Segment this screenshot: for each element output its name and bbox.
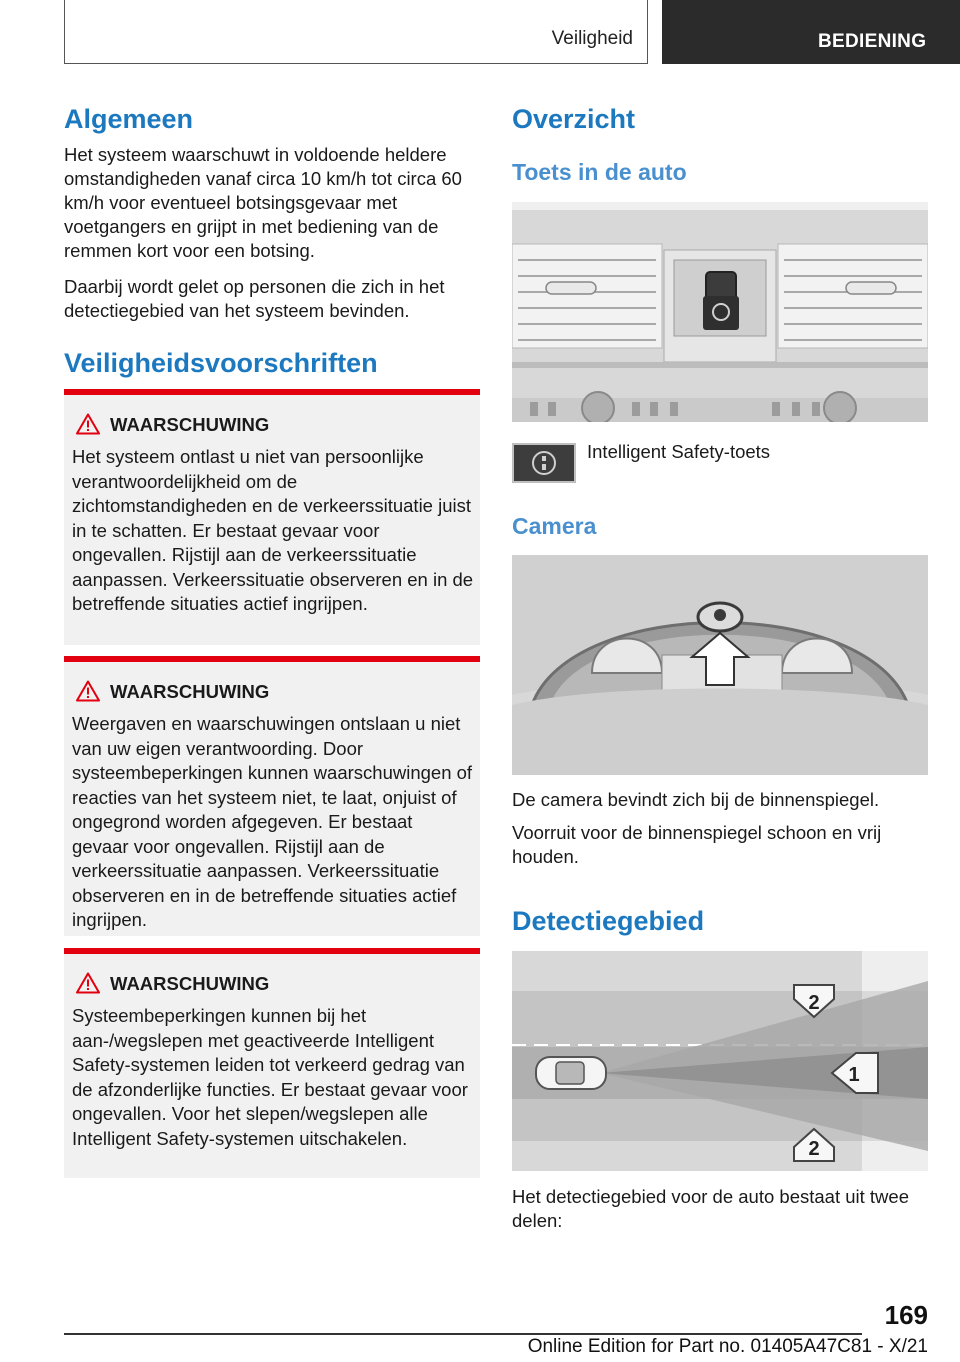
warning-text: Weergaven en waarschuwingen ontslaan u niet van uw eigen verantwoording. Door systeembeperkingen kunnen waarschuwingen of reacties van het systeem niet, te laat, onjuist of ongegrond worden afgegeven. Er bestaat gevaar voor ongevallen. Rijstijl aan de verkeerssituatie aanpassen. Verkeerssituatie observeren en in de betreffende situaties actief ingrijpen. <box>72 713 473 930</box>
edition-note: Online Edition for Part no. 01405A47C81 - X/21 <box>527 1336 928 1357</box>
detection-label-1: 1 <box>848 1064 860 1086</box>
subsection-title-button: Toets in de auto <box>512 159 687 185</box>
warning-text: Systeembeperkingen kunnen bij het aan-/wegslepen met geactiveerde Intelligent Safety-systemen leiden tot verkeerd gedrag van de afzonderlijke functies. Er bestaat gevaar voor ongevallen. Voor het slepen/wegslepen alle Intelligent Safety-systemen uitschakelen. <box>72 1005 468 1149</box>
header-section-label: Veiligheid <box>551 28 633 49</box>
warning-triangle-icon <box>76 413 100 435</box>
warning-title: WAARSCHUWING <box>110 973 270 994</box>
warning-title: WAARSCHUWING <box>110 681 270 702</box>
camera-paragraph-2: Voorruit voor de binnenspiegel schoon en vrij houden. <box>512 822 882 867</box>
page-number: 169 <box>884 1300 928 1330</box>
detection-paragraph-1: Het detectiegebied voor de auto bestaat uit twee delen: <box>512 1186 909 1231</box>
warning-text: Het systeem ontlast u niet van persoonlijke verantwoordelijkheid om de zichtomstandigheden en de verkeerssituatie juist in te schatten. Er bestaat gevaar voor ongevallen. Rijstijl aan de verkeerssituatie aanpassen. Verkeerssituatie observeren en in de betreffende situaties actief ingrijpen. <box>72 446 474 614</box>
footer-divider <box>64 1333 862 1335</box>
detection-label-2-top: 2 <box>808 992 820 1014</box>
detection-area-illustration <box>512 951 928 1171</box>
section-title-safety: Veiligheidsvoorschriften <box>64 348 378 378</box>
warning-box-1 <box>64 389 480 645</box>
warning-title: WAARSCHUWING <box>110 414 270 435</box>
general-paragraph-2: Daarbij wordt gelet op personen die zich in het detectiegebied van het systeem bevinden. <box>64 276 445 321</box>
header-chapter-label: BEDIENING <box>818 31 927 52</box>
button-caption: Intelligent Safety-toets <box>587 441 771 462</box>
intelligent-safety-icon <box>514 445 574 481</box>
section-title-overview: Overzicht <box>512 104 636 134</box>
warning-triangle-icon <box>76 680 100 702</box>
section-title-detection: Detectiegebied <box>512 906 705 936</box>
detection-label-2-bottom: 2 <box>808 1138 820 1160</box>
dashboard-button-illustration <box>512 202 928 422</box>
camera-paragraph-1: De camera bevindt zich bij de binnenspiegel. <box>512 789 880 810</box>
warning-box-2 <box>64 656 480 936</box>
warning-box-3 <box>64 948 480 1178</box>
general-paragraph-1: Het systeem waarschuwt in voldoende heldere omstandigheden vanaf circa 10 km/h tot circa 60 km/h voor eventueel botsingsgevaar met voetgangers en grijpt in met bediening van de remmen kort voor een botsing. <box>64 144 462 261</box>
camera-location-illustration <box>512 555 928 775</box>
header-section-box <box>64 0 648 64</box>
section-title-general: Algemeen <box>64 104 194 134</box>
safety-button-thumbnail <box>512 443 576 483</box>
warning-triangle-icon <box>76 972 100 994</box>
subsection-title-camera: Camera <box>512 513 597 539</box>
